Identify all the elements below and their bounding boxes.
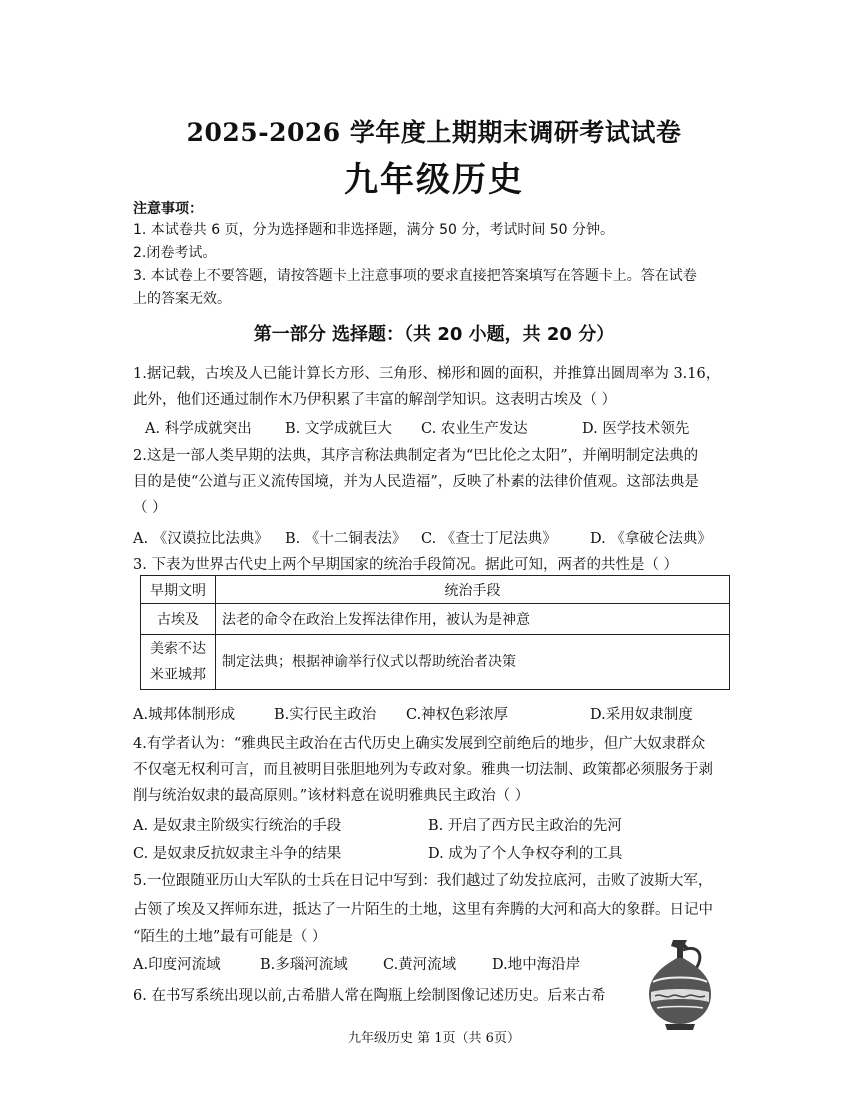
- q5-stem-line: 5.一位跟随亚历山大军队的士兵在日记中写到：我们越过了幼发拉底河，击败了波斯大军，: [133, 873, 713, 889]
- q4-stem-line: 削与统治奴隶的最高原则。”该材料意在说明雅典民主政治（ ）: [133, 788, 530, 804]
- q2-option-b: B. 《十二铜表法》: [285, 531, 407, 547]
- note-item: 上的答案无效。: [133, 291, 231, 307]
- q4-stem-line: 4.有学者认为：“雅典民主政治在古代历史上确实发展到空前绝后的地步，但广大奴隶群众: [133, 736, 706, 752]
- q1-option-c: C. 农业生产发达: [421, 421, 528, 437]
- q5-option-a: A.印度河流域: [133, 957, 221, 973]
- table-cell: [141, 635, 216, 690]
- page-footer: 九年级历史 第 1页（共 6页）: [348, 1031, 520, 1046]
- q5-stem-line: “陌生的土地”最有可能是（ ）: [133, 929, 327, 945]
- table-header-cell: 早期文明: [141, 576, 216, 604]
- table-cell: 古埃及: [141, 604, 216, 635]
- q6-stem: 6. 在书写系统出现以前,古希腊人常在陶瓶上绘制图像记述历史。后来古希: [133, 988, 606, 1004]
- q3-table: [140, 575, 730, 690]
- notes-heading: 注意事项：: [133, 201, 203, 217]
- q5-option-d: D.地中海沿岸: [492, 957, 581, 973]
- q5-stem-line: 占领了埃及又挥师东进，抵达了一片陌生的土地，这里有奔腾的大河和高大的象群。日记中: [133, 902, 713, 918]
- q3-option-c: C.神权色彩浓厚: [406, 707, 509, 723]
- subject-title: 九年级历史: [344, 160, 524, 200]
- q4-option-a: A. 是奴隶主阶级实行统治的手段: [133, 818, 342, 834]
- table-row: [141, 604, 730, 635]
- q2-option-c: C. 《查士丁尼法典》: [421, 531, 557, 547]
- note-item: 3. 本试卷上不要答题，请按答题卡上注意事项的要求直接把答案填写在答题卡上。答在试卷: [133, 268, 697, 284]
- q3-option-b: B.实行民主政治: [274, 707, 377, 723]
- q4-option-d: D. 成为了个人争权夺利的工具: [428, 846, 623, 862]
- table-header-row: [141, 576, 730, 604]
- note-item: 2.闭卷考试。: [133, 245, 217, 261]
- table-cell: 制定法典；根据神谕举行仪式以帮助统治者决策: [216, 635, 730, 690]
- q5-option-c: C.黄河流域: [383, 957, 457, 973]
- note-item: 1. 本试卷共 6 页，分为选择题和非选择题，满分 50 分，考试时间 50 分钟。: [133, 222, 615, 238]
- q2-stem-line: （ ）: [133, 500, 167, 516]
- q2-stem-line: 目的是使“公道与正义流传国境，并为人民造福”，反映了朴素的法律价值观。这部法典是: [133, 474, 699, 490]
- exam-title: 2025-2026 学年度上期期末调研考试试卷: [186, 118, 682, 147]
- q2-option-d: D. 《拿破仑法典》: [590, 531, 712, 547]
- q1-option-a: A. 科学成就突出: [145, 421, 252, 437]
- greek-vase-image: [643, 936, 717, 1032]
- q2-stem-line: 2.这是一部人类早期的法典，其序言称法典制定者为“巴比伦之太阳”，并阐明制定法典的: [133, 448, 699, 464]
- q4-stem-line: 不仅毫无权利可言，而且被明目张胆地列为专政对象。雅典一切法制、政策都必须服务于剥: [133, 762, 713, 778]
- q4-option-b: B. 开启了西方民主政治的先河: [428, 818, 622, 834]
- q1-stem-line: 1.据记载，古埃及人已能计算长方形、三角形、梯形和圆的面积，并推算出圆周率为 3.16，: [133, 366, 721, 382]
- q5-option-b: B.多瑙河流域: [260, 957, 348, 973]
- q3-stem: 3. 下表为世界古代史上两个早期国家的统治手段简况。据此可知，两者的共性是（ ）: [133, 557, 679, 573]
- q1-stem-line: 此外，他们还通过制作木乃伊积累了丰富的解剖学知识。这表明古埃及（ ）: [133, 392, 617, 408]
- q1-option-b: B. 文学成就巨大: [285, 421, 392, 437]
- table-header-cell: 统治手段: [216, 576, 730, 604]
- table-cell: 法老的命令在政治上发挥法律作用，被认为是神意: [216, 604, 730, 635]
- q3-option-d: D.采用奴隶制度: [590, 707, 693, 723]
- q3-option-a: A.城邦体制形成: [133, 707, 236, 723]
- q2-option-a: A. 《汉谟拉比法典》: [133, 531, 269, 547]
- table-row: [141, 635, 730, 690]
- table-cell-line: 米亚城邦: [150, 667, 206, 683]
- section-title: 第一部分 选择题：（共 20 小题，共 20 分）: [253, 324, 615, 345]
- q1-option-d: D. 医学技术领先: [582, 421, 690, 437]
- table-cell-line: 美索不达: [150, 641, 206, 657]
- q4-option-c: C. 是奴隶反抗奴隶主斗争的结果: [133, 846, 342, 862]
